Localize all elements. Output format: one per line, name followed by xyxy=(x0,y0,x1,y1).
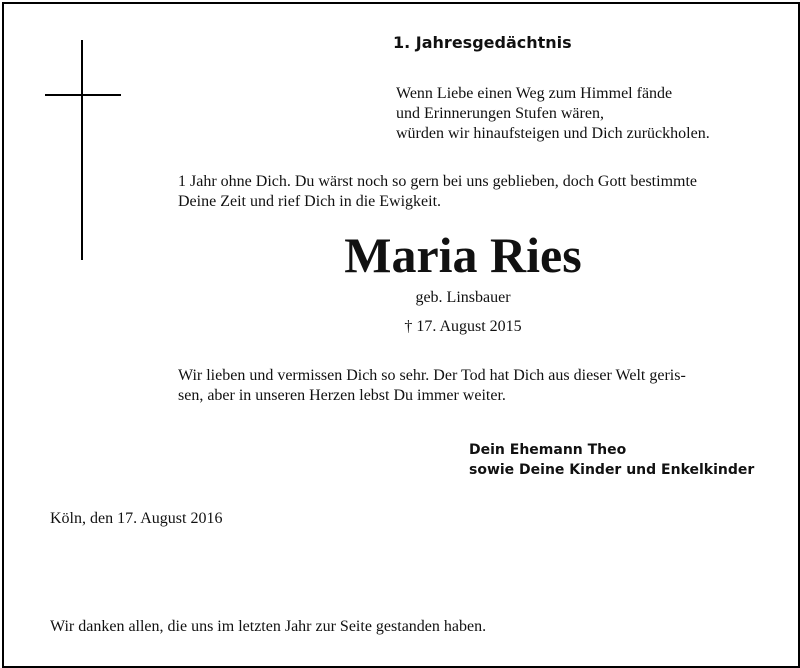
intro-text xyxy=(178,172,697,212)
thanks-text: Wir danken allen, die uns im letzten Jahr zur Seite gestanden haben. xyxy=(50,618,487,635)
message-text xyxy=(178,366,686,406)
deceased-name: Maria Ries xyxy=(344,227,582,283)
message-line: Wir lieben und vermissen Dich so sehr. Der Tod hat Dich aus dieser Welt geris- xyxy=(178,367,686,384)
anniversary-title: 1. Jahresgedächtnis xyxy=(393,33,572,52)
poem-line: Wenn Liebe einen Weg zum Himmel fände xyxy=(396,85,673,102)
poem-line: und Erinnerungen Stufen wären, xyxy=(396,105,604,122)
poem-line: würden wir hinaufsteigen und Dich zurückholen. xyxy=(396,125,710,142)
family-line: Dein Ehemann Theo xyxy=(469,442,627,458)
birth-name: geb. Linsbauer xyxy=(415,289,511,306)
family-line: sowie Deine Kinder und Enkelkinder xyxy=(469,462,755,478)
place-date: Köln, den 17. August 2016 xyxy=(50,510,223,527)
cross-horizontal-bar xyxy=(45,94,121,96)
poem xyxy=(396,84,710,144)
death-date: † 17. August 2015 xyxy=(404,318,522,335)
intro-line: 1 Jahr ohne Dich. Du wärst noch so gern bei uns geblieben, doch Gott bestimmte xyxy=(178,173,697,190)
intro-line: Deine Zeit und rief Dich in die Ewigkeit. xyxy=(178,193,442,210)
message-line: sen, aber in unseren Herzen lebst Du immer weiter. xyxy=(178,387,506,404)
family-signature xyxy=(469,440,754,480)
